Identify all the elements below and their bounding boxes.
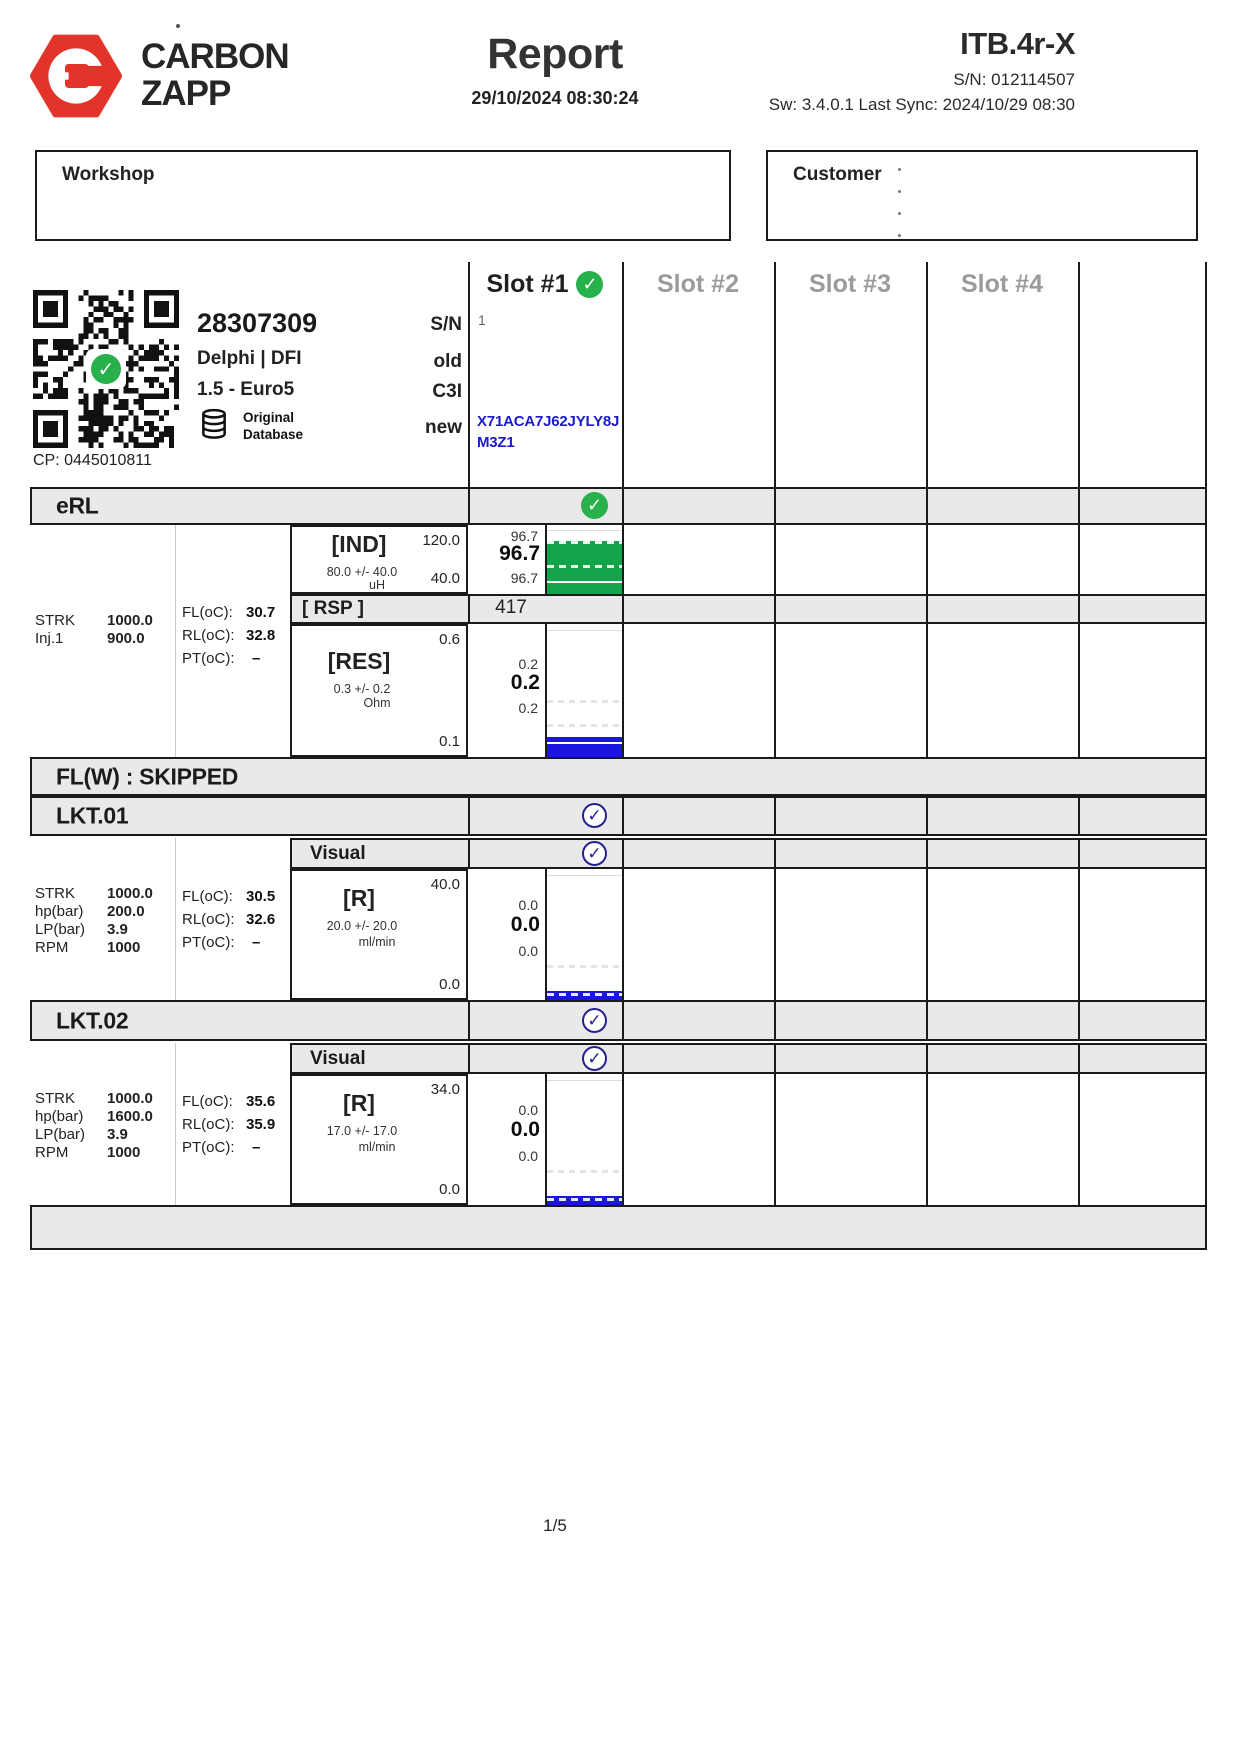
param-value: 1000.0 <box>107 1090 153 1107</box>
temp-value: 30.7 <box>246 604 276 621</box>
temp-value: 35.6 <box>246 1093 276 1110</box>
res-val-bottom: 0.2 <box>518 700 538 716</box>
param-value: 1000.0 <box>107 612 153 629</box>
brand-wordmark <box>141 38 289 112</box>
divider <box>1078 624 1080 757</box>
temp-value: – <box>252 650 261 667</box>
device-model: ITB.4r-X <box>960 26 1075 61</box>
injector-part-number: 28307309 <box>197 308 318 338</box>
lkt01-section-header <box>30 796 1207 836</box>
field-label-new: new <box>425 417 462 438</box>
param-value: 3.9 <box>107 1126 128 1143</box>
temp-label: FL(oC): <box>182 888 233 905</box>
workshop-label: Workshop <box>62 164 155 185</box>
divider <box>1205 262 1207 487</box>
lkt02-r-axis-bottom: 0.0 <box>439 1181 460 1198</box>
res-unit: Ohm <box>363 696 391 710</box>
lkt02-visual-row <box>290 1043 1207 1074</box>
param-label: RPM <box>35 1144 69 1161</box>
divider <box>774 594 776 624</box>
divider <box>774 869 776 1000</box>
divider <box>774 1000 776 1041</box>
lkt02-r-axis-top: 34.0 <box>430 1081 460 1098</box>
customer-empty-field-dot <box>898 234 901 237</box>
res-bar-chart <box>547 624 623 757</box>
param-value: 1000 <box>107 939 141 956</box>
param-label: RPM <box>35 939 69 956</box>
divider <box>926 525 928 594</box>
param-value: 1000.0 <box>107 885 153 902</box>
res-axis-bottom: 0.1 <box>439 733 460 750</box>
injector-cp-code: CP: 0445010811 <box>33 452 152 469</box>
ind-test-cell <box>290 525 468 594</box>
param-row <box>35 612 153 629</box>
lkt02-blue-bar <box>547 1196 623 1205</box>
ind-label: [IND] <box>331 531 387 557</box>
rsp-label: [ RSP ] <box>302 598 364 619</box>
database-label-2: Database <box>243 427 304 442</box>
slot3-label: Slot #3 <box>809 269 891 298</box>
param-value: 3.9 <box>107 921 128 938</box>
r-val-bottom: 0.0 <box>518 1148 538 1164</box>
res-blue-bar <box>547 737 623 757</box>
brand-line2: ZAPP <box>141 74 231 113</box>
brand-hexagon-icon <box>30 30 122 122</box>
field-label-old: old <box>433 351 462 372</box>
lkt01-pass-icon: ✓ <box>582 803 607 828</box>
lkt02-r-label: [R] <box>343 1090 375 1116</box>
res-val-main: 0.2 <box>510 671 540 694</box>
ind-unit: uH <box>369 578 385 592</box>
divider <box>468 594 470 624</box>
field-label-sn: S/N <box>430 314 462 335</box>
customer-empty-field-dot <box>898 190 901 193</box>
divider <box>1078 525 1080 594</box>
divider <box>926 869 928 1000</box>
qr-verified-icon: ✓ <box>91 354 121 384</box>
param-label: STRK <box>35 612 76 629</box>
lkt01-r-slot1-values <box>468 869 540 1000</box>
temp-value: 32.8 <box>246 627 276 644</box>
divider <box>622 838 624 869</box>
r-val-top: 0.0 <box>518 1102 538 1118</box>
slot4-label: Slot #4 <box>961 269 1043 298</box>
res-tolerance: 0.3 +/- 0.2 <box>333 682 391 696</box>
res-axis-top: 0.6 <box>439 631 460 648</box>
qr-verified-badge <box>86 349 126 389</box>
injector-new-serial-line1: X71ACA7J62JYLY8J <box>477 413 620 430</box>
param-label: STRK <box>35 885 76 902</box>
ind-val-top: 96.7 <box>510 528 538 544</box>
divider <box>468 796 470 836</box>
r-val-main: 0.0 <box>510 1118 540 1141</box>
divider <box>926 1043 928 1074</box>
lkt01-r-tolerance: 20.0 +/- 20.0 <box>326 919 398 933</box>
param-row <box>35 1126 128 1143</box>
injector-brand-system: Delphi | DFI <box>197 348 302 369</box>
flw-section-header <box>30 757 1207 796</box>
divider <box>1205 624 1207 757</box>
divider <box>774 525 776 594</box>
divider <box>1078 594 1080 624</box>
temp-label: PT(oC): <box>182 934 235 951</box>
rsp-slot1-value: 417 <box>495 597 527 618</box>
param-row <box>35 1144 140 1161</box>
lkt02-r-slot1-values <box>468 1074 540 1205</box>
ind-val-main: 96.7 <box>499 542 540 565</box>
flw-title: FL(W) : SKIPPED <box>56 763 239 789</box>
temp-label: FL(oC): <box>182 604 233 621</box>
device-info-block <box>575 26 1075 115</box>
lkt01-r-label: [R] <box>343 885 375 911</box>
divider <box>926 487 928 525</box>
param-label: STRK <box>35 1090 76 1107</box>
divider <box>468 487 470 525</box>
qr-code <box>33 290 179 448</box>
divider-light <box>175 525 176 757</box>
divider <box>622 594 624 624</box>
r-val-main: 0.0 <box>510 913 540 936</box>
divider-light <box>175 838 176 1000</box>
param-row <box>35 903 145 920</box>
divider <box>1078 796 1080 836</box>
customer-box <box>766 150 1198 241</box>
divider <box>1078 487 1080 525</box>
temp-label: RL(oC): <box>182 911 235 928</box>
param-row <box>35 921 128 938</box>
erl-pass-icon: ✓ <box>581 492 608 519</box>
r-val-bottom: 0.0 <box>518 943 538 959</box>
param-row <box>35 939 140 956</box>
customer-empty-field-dot <box>898 212 901 215</box>
lkt01-visual-row <box>290 838 1207 869</box>
divider <box>926 1000 928 1041</box>
lkt02-section-header <box>30 1000 1207 1041</box>
erl-title: eRL <box>56 492 99 519</box>
divider <box>774 624 776 757</box>
divider <box>622 525 624 594</box>
lkt02-r-test-cell <box>290 1074 468 1205</box>
temp-label: RL(oC): <box>182 627 235 644</box>
divider <box>622 624 624 757</box>
erl-section-header <box>30 487 1207 525</box>
page-title: Report <box>487 30 623 78</box>
param-value: 1000 <box>107 1144 141 1161</box>
temp-value: 32.6 <box>246 911 276 928</box>
lkt02-pass-icon: ✓ <box>582 1008 607 1033</box>
artifact-dot <box>176 24 180 28</box>
ind-axis-top: 120.0 <box>422 532 460 549</box>
divider <box>1205 525 1207 594</box>
divider <box>468 1000 470 1041</box>
divider <box>1078 838 1080 869</box>
lkt01-r-test-cell <box>290 869 468 1000</box>
temp-label: PT(oC): <box>182 650 235 667</box>
lkt02-r-unit: ml/min <box>358 1140 396 1154</box>
r-val-top: 0.0 <box>518 897 538 913</box>
brand-line1: CARBON <box>141 37 289 76</box>
param-value: 900.0 <box>107 630 145 647</box>
slot1-pass-icon: ✓ <box>576 271 603 298</box>
ind-val-bottom: 96.7 <box>510 570 538 586</box>
divider <box>622 1043 624 1074</box>
lkt02-r-bar-chart <box>547 1074 623 1205</box>
res-test-cell <box>290 624 468 757</box>
res-label: [RES] <box>327 648 391 674</box>
lkt01-visual-pass-icon: ✓ <box>582 841 607 866</box>
divider <box>1078 262 1080 487</box>
customer-label: Customer <box>793 164 882 185</box>
param-row <box>35 1108 153 1125</box>
slot3-header <box>774 266 926 302</box>
divider <box>1205 1074 1207 1205</box>
res-val-top: 0.2 <box>518 656 538 672</box>
ind-green-bar <box>547 541 623 594</box>
lkt02-title: LKT.02 <box>56 1007 129 1033</box>
divider <box>622 487 624 525</box>
temp-value: 35.9 <box>246 1116 276 1133</box>
divider <box>774 487 776 525</box>
page-number: 1/5 <box>543 1516 567 1535</box>
divider <box>774 796 776 836</box>
divider-light <box>175 1043 176 1205</box>
database-label-1: Original <box>243 410 295 425</box>
param-label: LP(bar) <box>35 1126 86 1143</box>
lkt01-r-bar-chart <box>547 869 623 1000</box>
lkt02-r-tolerance: 17.0 +/- 17.0 <box>326 1124 398 1138</box>
workshop-box <box>35 150 731 241</box>
slot1-index: 1 <box>478 312 486 328</box>
slot1-header <box>468 266 622 302</box>
injector-variant: 1.5 - Euro5 <box>197 379 295 400</box>
lkt01-blue-bar <box>547 991 623 1000</box>
divider <box>926 796 928 836</box>
divider <box>926 838 928 869</box>
temp-label: PT(oC): <box>182 1139 235 1156</box>
divider <box>1078 869 1080 1000</box>
divider <box>1078 1000 1080 1041</box>
ind-tolerance: 80.0 +/- 40.0 <box>326 565 398 579</box>
lkt01-r-axis-bottom: 0.0 <box>439 976 460 993</box>
divider <box>1078 1043 1080 1074</box>
divider <box>468 1043 470 1074</box>
divider <box>774 838 776 869</box>
divider <box>622 1074 624 1205</box>
ind-axis-bottom: 40.0 <box>430 570 460 587</box>
divider <box>1078 1074 1080 1205</box>
device-serial: S/N: 012114507 <box>953 70 1075 89</box>
customer-empty-field-dot <box>898 168 901 171</box>
injector-new-serial-line2: M3Z1 <box>477 434 515 451</box>
slot2-label: Slot #2 <box>657 269 739 298</box>
rsp-row <box>290 594 1207 624</box>
divider <box>622 869 624 1000</box>
divider <box>926 624 928 757</box>
temp-value: – <box>252 934 261 951</box>
lkt02-visual-pass-icon: ✓ <box>582 1046 607 1071</box>
divider <box>622 796 624 836</box>
divider <box>1205 869 1207 1000</box>
param-value: 200.0 <box>107 903 145 920</box>
divider <box>926 594 928 624</box>
param-label: hp(bar) <box>35 1108 84 1125</box>
divider <box>622 1000 624 1041</box>
param-value: 1600.0 <box>107 1108 153 1125</box>
param-row <box>35 630 145 647</box>
param-label: Inj.1 <box>35 630 64 647</box>
temp-value: – <box>252 1139 261 1156</box>
lkt02-visual-label: Visual <box>310 1048 366 1069</box>
param-row <box>35 1090 153 1107</box>
lkt01-title: LKT.01 <box>56 802 129 829</box>
param-row <box>35 885 153 902</box>
ind-bar-chart <box>547 525 623 594</box>
lkt01-r-unit: ml/min <box>358 935 396 949</box>
report-datetime: 29/10/2024 08:30:24 <box>471 88 639 108</box>
database-icon <box>200 407 228 443</box>
lkt01-visual-label: Visual <box>310 843 366 864</box>
res-slot1-values <box>468 624 540 757</box>
param-label: LP(bar) <box>35 921 86 938</box>
slot2-header <box>622 266 774 302</box>
divider <box>774 1043 776 1074</box>
slot4-header <box>926 266 1078 302</box>
divider <box>468 838 470 869</box>
lkt01-r-axis-top: 40.0 <box>430 876 460 893</box>
divider <box>926 1074 928 1205</box>
divider <box>774 1074 776 1205</box>
bottom-empty-band <box>30 1205 1207 1250</box>
param-label: hp(bar) <box>35 903 84 920</box>
slot1-label: Slot #1 <box>486 269 569 298</box>
ind-slot1-values <box>468 525 540 594</box>
field-label-c3i: C3I <box>432 381 462 402</box>
temp-label: FL(oC): <box>182 1093 233 1110</box>
temp-label: RL(oC): <box>182 1116 235 1133</box>
device-software-sync: Sw: 3.4.0.1 Last Sync: 2024/10/29 08:30 <box>768 95 1075 114</box>
temp-value: 30.5 <box>246 888 276 905</box>
